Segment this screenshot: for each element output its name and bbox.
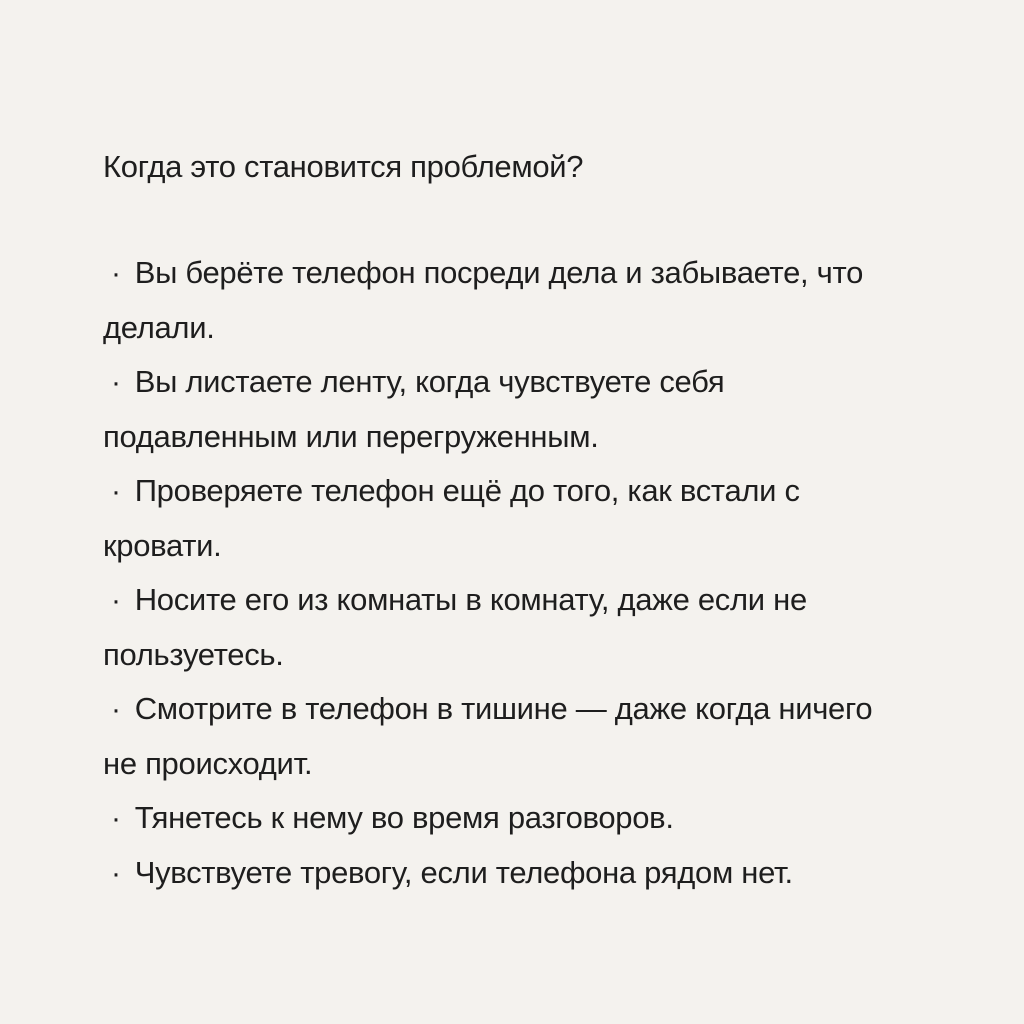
list-item-text: Смотрите в телефон в тишине — даже когда ничего не происходит. [103,691,873,781]
page-title: Когда это становится проблемой? [103,149,584,184]
text-card [103,142,913,890]
list-item [103,464,913,573]
bullet-icon: · [111,475,121,508]
list-item [103,355,913,464]
bullet-icon: · [111,366,121,399]
list-item-text: Вы листаете ленту, когда чувствуете себя подавленным или перегруженным. [103,364,725,454]
list-item [103,791,913,846]
bullet-icon: · [111,257,121,290]
list-item-text: Чувствуете тревогу, если телефона рядом нет. [134,855,793,890]
bullet-icon: · [111,584,121,617]
list-item [103,573,913,682]
list-item-text: Тянетесь к нему во время разговоров. [134,800,674,835]
signs-list [103,246,913,901]
bullet-icon: · [111,857,121,890]
list-item-text: Вы берёте телефон посреди дела и забываете, что делали. [103,255,864,345]
list-item-text: Проверяете телефон ещё до того, как встали с кровати. [103,473,800,563]
list-item [103,682,913,791]
list-item [103,246,913,355]
list-item [103,846,913,901]
bullet-icon: · [111,693,121,726]
list-item-text: Носите его из комнаты в комнату, даже если не пользуетесь. [103,582,807,672]
bullet-icon: · [111,802,121,835]
